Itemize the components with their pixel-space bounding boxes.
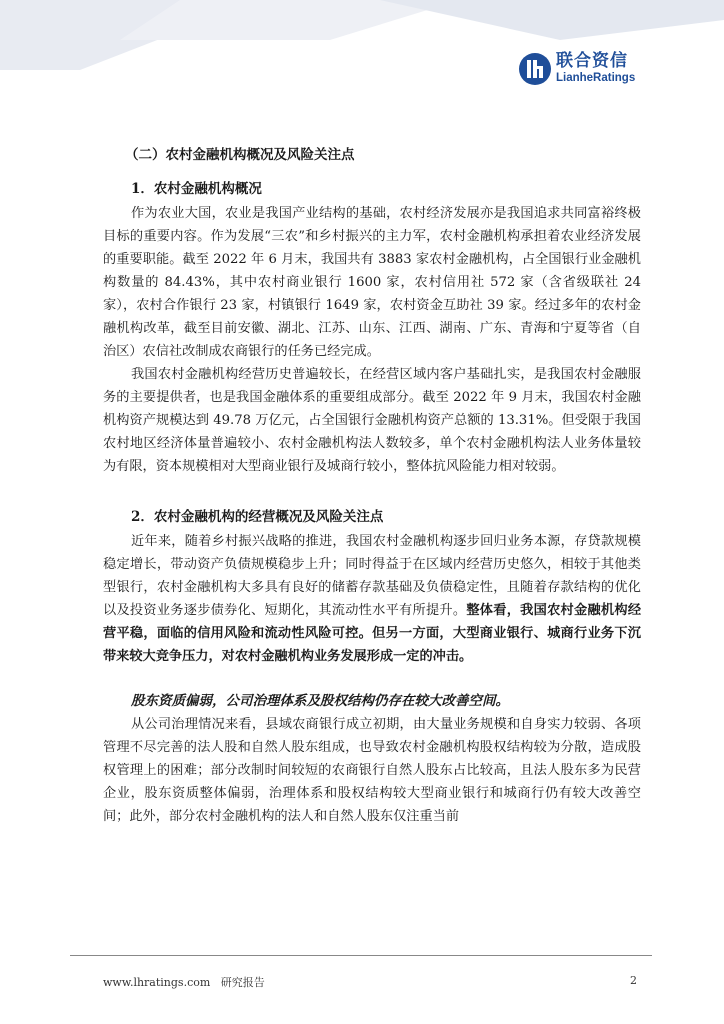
part2-bold-text: 整体看，我国农村金融机构经营平稳，面临的信用风险和流动性风险可控。但另一方面，大型商业银行、城商行业务下沉带来较大竞争压力，对农村金融机构业务发展形成一定的冲击。 [103,603,642,664]
part2-heading: 2．农村金融机构的经营概况及风险关注点 [131,509,384,525]
report-body [103,144,641,828]
part3-heading: 股东资质偏弱，公司治理体系及股权结构仍存在较大改善空间。 [131,693,509,709]
part2-paragraph-1 [103,530,641,668]
spacer [103,668,641,690]
footer-label: 研究报告 [220,976,265,989]
footer-divider [70,955,652,956]
footer-website[interactable]: www.lhratings.com [103,976,211,989]
spacer [103,478,641,506]
part2-normal-text: 近年来，随着乡村振兴战略的推进，我国农村金融机构逐步回归业务本源，存贷款规模稳定增长，带动资产负债规模稳步上升；同时得益于在区域内经营历史悠久，相较于其他类型银行，农村金融机构大多具有良好的储蓄存款基础及负债稳定性，且随着存款结构的优化以及投资业务逐步债券化、短期化，其流动性水平有所提升。 [103,534,641,618]
page-number: 2 [630,974,637,987]
part3-paragraph-1: 从公司治理情况来看，县域农商银行成立初期，由大量业务规模和自身实力较弱、各项管理不尽完善的法人股和自然人股东组成，也导致农村金融机构股权结构较为分散，造成股权管理上的困难；部分改制时间较短的农商银行自然人股东占比较高，且法人股东多为民营企业，股东资质整体偏弱，治理体系和股权结构较大型商业银行和城商行仍有较大改善空间；此外，部分农村金融机构的法人和自然人股东仅注重当前 [103,717,641,824]
footer-left [103,974,265,990]
section-title: （二）农村金融机构概况及风险关注点 [125,147,355,163]
part1-paragraph-1: 作为农业大国，农业是我国产业结构的基础，农村经济发展亦是我国追求共同富裕终极目标的重要内容。作为发展“三农”和乡村振兴的主力军，农村金融机构承担着农业经济发展的重要职能。截至 2022 年 6 月末，我国共有 3883 家农村金融机构，占全国银行业金融机构数量的 84.43%，其中农村商业银行 1600 家，农村信用社 572 家（含省级联社 24 家），农村合作银行 23 家，村镇银行 1649 家，农村资金互助社 39 家。经过多年的农村金融机构改革，截至目前安徽、湖北、江苏、山东、江西、湖南、广东、青海和宁夏等省（自治区）农信社改制成农商银行的任务已经完成。 [103,206,641,359]
lianhe-logo-icon [518,52,552,86]
part1-paragraph-2: 我国农村金融机构经营历史普遍较长，在经营区域内客户基础扎实，是我国农村金融服务的主要提供者，也是我国金融体系的重要组成部分。截至 2022 年 9 月末，我国农村金融机构资产规模达到 49.78 万亿元，占全国银行金融机构资产总额的 13.31%。但受限于我国农村地区经济体量普遍较小、农村金融机构法人数较多，单个农村金融机构法人业务体量较为有限，资本规模相对大型商业银行及城商行较小，整体抗风险能力相对较弱。 [103,367,641,474]
logo-en-text: LianheRatings [556,72,636,85]
logo-cn-text: 联合资信 [556,51,628,72]
part1-heading: 1．农村金融机构概况 [131,181,262,197]
company-logo [518,52,635,86]
